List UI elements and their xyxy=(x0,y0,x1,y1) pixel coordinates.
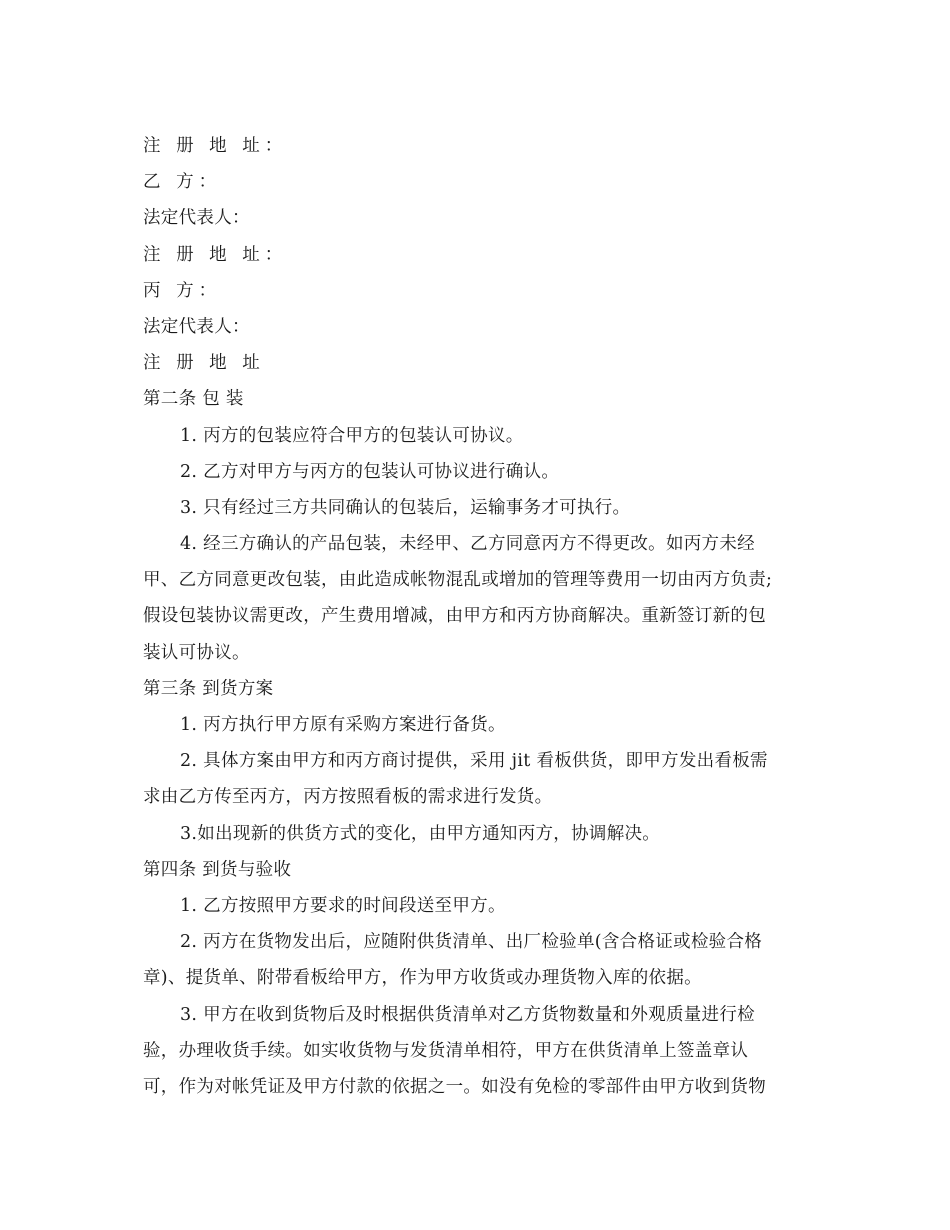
article-3-item-2 xyxy=(143,743,803,815)
article-3-item-3: 3.如出现新的供货方式的变化，由甲方通知丙方，协调解决。 xyxy=(180,823,661,844)
party-c-address-label: 注 册 地 址 xyxy=(143,353,265,374)
article-3-item-2-line: 求由乙方传至丙方，丙方按照看板的需求进行发货。 xyxy=(143,787,553,808)
article-2-item-3: 3. 只有经过三方共同确认的包装后，运输事务才可执行。 xyxy=(180,497,631,518)
article-2-item-1: 1. 丙方的包装应符合甲方的包装认可协议。 xyxy=(180,425,524,446)
article-4-item-2-line: 章)、提货单、附带看板给甲方，作为甲方收货或办理货物入库的依据。 xyxy=(143,968,702,989)
party-a-address-label: 注 册 地 址： xyxy=(143,136,288,156)
article-2-item-4 xyxy=(143,526,803,671)
party-c-label: 丙 方： xyxy=(143,280,222,301)
article-4-heading: 第四条 到货与验收 xyxy=(143,859,292,880)
party-b-address-label: 注 册 地 址： xyxy=(143,244,288,265)
article-4-item-3-line: 验，办理收货手续。如实收货物与发货清单相符，甲方在供货清单上签盖章认 xyxy=(143,1040,749,1061)
party-c-representative-label: 法定代表人： xyxy=(143,316,250,337)
party-b-label: 乙 方： xyxy=(143,172,222,193)
article-2-item-4-line: 假设包装协议需更改，产生费用增减，由甲方和丙方协商解决。重新签订新的包 xyxy=(143,606,766,627)
article-2-item-2: 2. 乙方对甲方与丙方的包装认可协议进行确认。 xyxy=(180,461,560,482)
article-2-item-4-line: 甲、乙方同意更改包装，由此造成帐物混乱或增加的管理等费用一切由丙方负责; xyxy=(143,570,773,591)
party-b-representative-label: 法定代表人： xyxy=(143,208,250,229)
article-4-item-1: 1. 乙方按照甲方要求的时间段送至甲方。 xyxy=(180,895,506,916)
article-4-item-3-line: 可，作为对帐凭证及甲方付款的依据之一。如没有免检的零部件由甲方收到货物 xyxy=(143,1076,766,1097)
article-4-item-3-line: 3. 甲方在收到货物后及时根据供货清单对乙方货物数量和外观质量进行检 xyxy=(180,1004,755,1025)
article-2-item-4-line: 装认可协议。 xyxy=(143,642,250,663)
article-2-heading: 第二条 包 装 xyxy=(143,389,244,410)
article-4-item-2-line: 2. 丙方在货物发出后，应随附供货清单、出厂检验单(含合格证或检验合格 xyxy=(180,932,763,953)
article-4-item-2 xyxy=(143,924,803,996)
document-body xyxy=(143,128,803,1105)
article-4-item-3 xyxy=(143,997,803,1106)
article-3-item-1: 1. 丙方执行甲方原有采购方案进行备货。 xyxy=(180,715,506,735)
article-2-item-4-line: 4. 经三方确认的产品包装，未经甲、乙方同意丙方不得更改。如丙方未经 xyxy=(180,534,755,555)
article-3-item-2-line: 2. 具体方案由甲方和丙方商讨提供，采用 jit 看板供货，即甲方发出看板需 xyxy=(180,751,768,772)
article-3-heading: 第三条 到货方案 xyxy=(143,678,274,699)
